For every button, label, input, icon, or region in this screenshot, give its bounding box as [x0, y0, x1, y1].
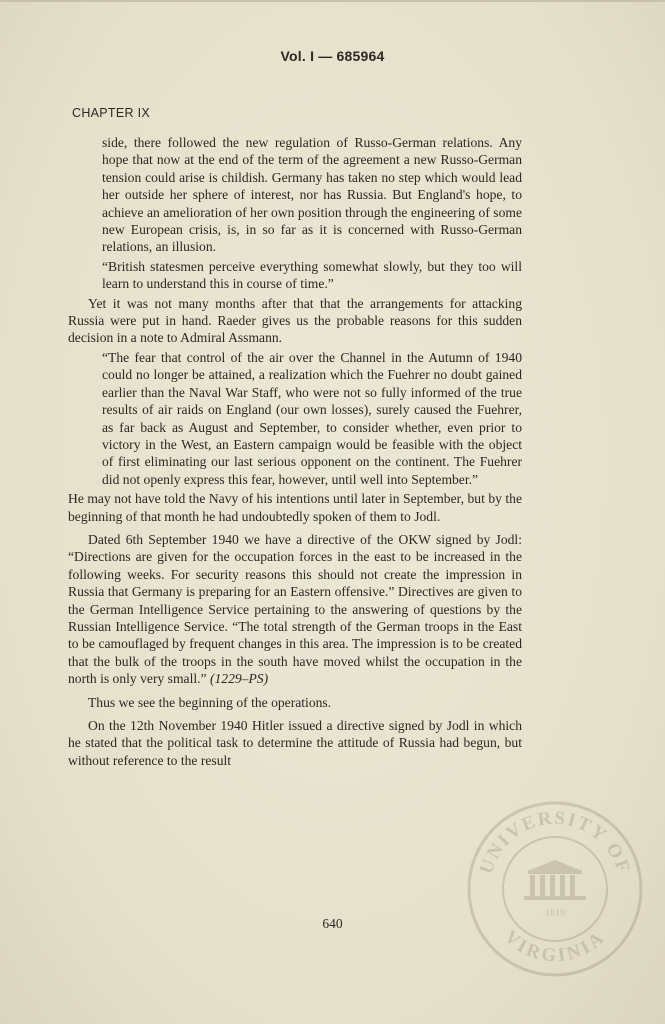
citation: (1229–PS): [209, 671, 269, 687]
rotunda-icon: [524, 860, 586, 900]
quote-paragraph: “The fear that control of the air over the Channel in the Autumn of 1940 could no longer be attained, a realization which the Fuehrer no doubt gained earlier than the Naval War Staff, who were not so fully informed of the true results of air raids on England (our own losses), surely caused the Fuehrer, as far back as August and September, to consider whether, even prior to victory in the West, an Eastern campaign would be feasible with the object of first eliminating our last serious opponent on the continent. The Fuehrer did not openly express this fear, however, until well into September.”: [102, 349, 522, 487]
running-header: Vol. I — 685964: [280, 48, 385, 64]
top-edge: [0, 0, 665, 2]
paragraph: Yet it was not many months after that that the arrangements for attacking Russia were put in hand. Raeder gives us the probable reasons for this sudden decision in a note to Admiral Assmann.: [68, 295, 522, 346]
chapter-label: CHAPTER IX: [72, 106, 151, 120]
body-text: [68, 134, 522, 771]
paragraph: He may not have told the Navy of his intentions until later in September, but by the beginning of that month he had undoubtedly spoken of them to Jodl.: [68, 491, 522, 524]
seal-year: 1819: [545, 908, 565, 919]
block-quote-1: [68, 134, 522, 293]
quote-paragraph: side, there followed the new regulation of Russo-German relations. Any hope that now at the end of the term of the agreement a new Russo-German tension could arise is childish. Germany has taken no step which would lead her outside her sphere of interest, nor has Russia. But England's hope, to achieve an amelioration of her own position through the engineering of some new European crisis, is, in so far as it is concerned with Russo-German relations, an illusion.: [102, 135, 522, 255]
quote-paragraph: “British statesmen perceive everything somewhat slowly, but they too will learn to understand this in course of time.”: [102, 258, 522, 292]
svg-text:VIRGINIA: [500, 926, 610, 966]
university-seal-watermark: [466, 800, 644, 978]
block-quote-2: [68, 349, 522, 488]
seal-bottom-text: VIRGINIA: [499, 926, 611, 967]
paragraph: Thus we see the beginning of the operations.: [88, 694, 332, 710]
paragraph: On the 12th November 1940 Hitler issued a directive signed by Jodl in which he stated that the political task to determine the attitude of Russia had begun, but without reference to the result: [68, 718, 522, 768]
paragraph-text: Dated 6th September 1940 we have a directive of the OKW signed by Jodl: “Directions are given for the occupation forces in the east to be increased in the following weeks. For security reasons this should not create the impression in Russia that Germany is preparing for an Eastern offensive.” Directives are given to the German Intelligence Service pertaining to the answering of questions by the Russian Intelligence Service. “The total strength of the German troops in the East to be camouflaged by frequent changes in this area. The impression is to be created that the bulk of the troops in the south have moved whilst the occupation in the north is only very small.”: [68, 531, 522, 687]
page-number: 640: [322, 916, 343, 931]
paragraph: [68, 531, 522, 688]
seal-top-text: UNIVERSITY OF: [475, 807, 635, 877]
